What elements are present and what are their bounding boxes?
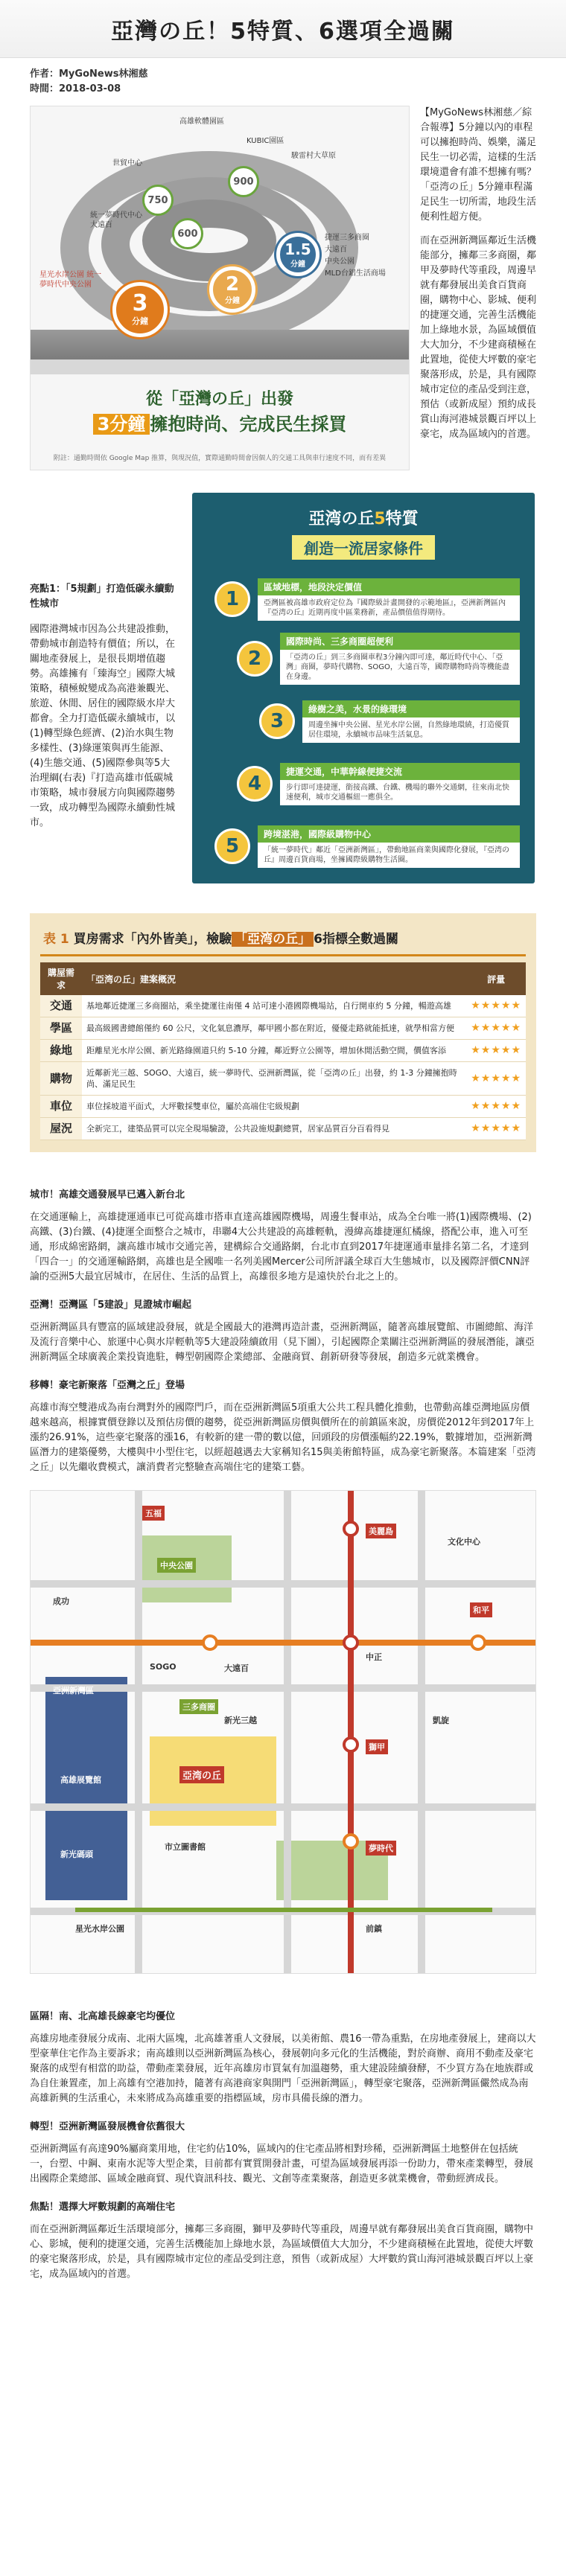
gear-1-5min-num: 1.5 [284,240,311,258]
map-label: SOGO [150,1662,177,1672]
features-text [30,493,179,883]
map-label: 文化中心 [448,1537,480,1547]
table-row [40,995,526,1017]
feature-head-1: 區域地標，地段決定價值 [258,578,520,595]
feature-desc-5: 「統一夢時代」鄰近「亞洲新灣區」，帶動地區商業與國際化發展，『亞湾の丘』周邊百貨商場，坐擁國際級購物生活圈。 [258,843,520,868]
gear-3min-num: 3 [132,290,148,316]
feature-head-2: 國際時尚、三多商圈超便利 [280,633,520,650]
date-line: 時間：2018-03-08 [30,83,121,95]
title-band [0,0,566,58]
table-header-need: 購屋需求 [40,962,82,995]
map-label: 高雄展覽館 [60,1775,101,1785]
feature-desc-1: 亞灣區被高雄市政府定位為『國際級計畫開發的示範地區』，亞洲新灣區內『亞湾の丘』近期再度中區業務新，產品價值值得期待。 [258,595,520,621]
gear-2min [209,266,255,313]
infographic-title-a: 亞湾の丘 [308,510,375,528]
map-label: 五福 [142,1506,165,1521]
row-category: 綠地 [40,1040,82,1062]
map-road-v1 [135,1491,142,1974]
article-heading-transport: 城市！高雄交通發展早已邁入新台北 [30,1189,185,1201]
feature-body-3 [302,700,520,743]
features-body: 國際港灣城市因為公共建設推動，帶動城市創造特有價值；所以，在關地產發展上，是很長期增值趨勢。高雄擁有「臻海空」國際大城策略，積極蛻變成為高港兼觀光、旅遊、休閒、居住的國際級水岸大都會。全力打造低碳永續城市，以(1)轉型綠色經濟、(2)治水與生物多樣性、(3)綠運策與再生能源、(4)生態交通、(5)國際參與等5大治理綱(右表)『打造高雄市低碳城市策略，城市發展方向與國際趨勢一致，成功轉型為國際永續動性城市。 [30,624,176,828]
feature-num-5: 5 [214,828,250,864]
map-road-h1 [31,1580,535,1588]
row-score: ★★★★★ [466,1096,526,1118]
map-label: 獅甲 [366,1739,388,1754]
tag-meadow: 駿雷村大草原 [291,152,336,160]
gear-600 [172,218,203,249]
map-label: 新光碼頭 [60,1850,93,1859]
map-label: 美麗島 [366,1524,396,1538]
map-label: 中正 [366,1652,382,1662]
feature-item-3 [259,698,520,744]
map-road-v3 [418,1491,425,1974]
hero-side-para-1: 【MyGoNews林湘慈／綜合報導】5分鐘以內的車程可以擁抱時尚、娛樂，滿足民生一切必需，這樣的生活環境還會有誰不想擁有嗎？「亞湾の丘」5分鐘車程滿足民生一切所需，地段生活便利性超方便。 [420,107,537,223]
map-station [343,1521,359,1537]
table-row [40,1062,526,1096]
features-heading: 亮點1：「5規劃」打造低碳永續動性城市 [30,584,174,610]
criteria-table-title [40,924,526,956]
tag-sanduo: 捷運三多商圈 [325,234,369,242]
row-description: 最高級國書總館僅約 60 公尺，文化氣息濃厚，鄰甲國小都在附近，優優走路就能抵達，就學相當方便 [82,1017,466,1040]
row-score: ★★★★★ [466,1017,526,1040]
gear-750-num: 750 [147,194,168,206]
map-station [343,1634,359,1651]
row-description: 基地鄰近捷運三多商圈站，乘坐捷運往南僅 4 站可達小港國際機場站，自行開車約 5 分鐘，暢遊高雄 [82,995,466,1017]
gear-600-num: 600 [177,228,198,240]
row-score: ★★★★★ [466,1118,526,1140]
gear-2min-num: 2 [225,272,240,295]
infographic-subtitle: 創造一流居家條件 [292,535,435,560]
table-title-a: 買房需求「內外皆美」，檢驗 [73,932,232,947]
five-features-infographic [192,493,535,883]
article-part-1 [0,1152,566,1475]
hero-source-note: 附註：通勤時間依 Google Map 推算，與現況值，實際通勤時間會因個人的交通工具與車行速度不同，而有差異 [53,455,387,462]
feature-num-1: 1 [214,581,250,617]
criteria-table-section [30,913,536,1152]
article-meta [0,58,566,97]
table-header-row [40,962,526,995]
table-header-overview: 「亞湾の丘」建案概況 [82,962,466,995]
map-station [470,1634,486,1651]
map-label: 大遠百 [224,1663,249,1673]
infographic-header [192,493,535,560]
article-para-transport: 在交通運輸上，高雄捷運通車已可從高雄市搭車直達高雄國際機場，周邊生餐車站，成為全台唯一將(1)國際機場、(2)高鐵、(3)台鐵、(4)捷運全面整合之城市，串聯4大公共建設的高雄輕軌，漫緯高雄捷運紅橘線，搭配公車，進入可至通，形成綿密路網，讓高雄市城市交通完善，建構綜合交通路網，台北市直到2017年捷運通車量排名第二名，才達到「四合一」的交通運輸路網，高雄也是全國唯一名列美國Mercer公司所評議全球百大生態城市，以及國際評價CNN評論的亞洲5大最宜居城市，在居住、生活的品質上，高雄很多地方是遠快於台北之上的。 [30,1212,532,1282]
table-label: 表 1 [43,932,69,947]
row-description: 全新完工，建築品質可以完全現場驗證，公共設施規劃總質，居家品質百分百看得見 [82,1118,466,1140]
map-orange-line [31,1640,535,1646]
feature-item-2 [237,636,520,682]
map-label-project: 亞湾の丘 [179,1766,224,1783]
map-road-h3 [31,1803,535,1811]
tag-central-park: 中央公園 [325,258,354,266]
map-label: 前鎮 [366,1924,382,1934]
map-label: 亞洲新灣區 [53,1686,94,1696]
area-map [30,1490,536,1974]
feature-body-4 [280,763,520,805]
row-score: ★★★★★ [466,995,526,1017]
hero-caption-line1: 從「亞灣の丘」出發 [145,390,293,409]
hero-caption [31,386,409,435]
article-heading-divide: 區隔！南、北高雄長線豪宅均優位 [30,2011,176,2022]
article-heading-bay: 亞灣！亞灣區「5建設」見證城市崛起 [30,1300,192,1311]
feature-head-3: 綠樹之美，水景的綠環境 [302,700,520,717]
criteria-table [40,962,526,1140]
feature-body-2 [280,633,520,685]
row-score: ★★★★★ [466,1040,526,1062]
map-label: 市立圖書館 [165,1842,206,1852]
row-category: 車位 [40,1096,82,1118]
row-description: 車位採坡道平面式，大坪數採雙車位，屬於高端住宅級規劃 [82,1096,466,1118]
article-heading-shift: 移轉！豪宅新聚落「亞灣之丘」登場 [30,1380,185,1391]
table-row [40,1096,526,1118]
row-category: 購物 [40,1062,82,1096]
infographic-title [192,506,535,529]
infographic-title-b: 特質 [385,510,419,528]
page-title: 亞灣の丘！5特質、6選項全過關 [111,18,455,45]
article-heading-transform: 轉型！亞洲新灣區發展機會依舊很大 [30,2121,185,2132]
map-label: 凱旋 [433,1716,449,1725]
road-shadow [31,359,410,374]
feature-head-5: 跨境湛港，國際級購物中心 [258,825,520,843]
table-title-q: 「亞湾の丘」 [232,932,314,947]
map-label: 成功 [53,1597,69,1606]
gear-3min [112,282,168,337]
road-base [31,330,410,359]
hero-caption-highlight: 3分鐘 [93,414,150,435]
map-harbor-zone [45,1677,127,1900]
row-category: 交通 [40,995,82,1017]
row-description: 近鄰新光三越、SOGO、大遠百，統一夢時代、亞洲新灣區，從「亞湾の丘」出發，約 1-3 分鐘擁抱時尚、滿足民生 [82,1062,466,1096]
tag-software-park: 高雄軟體園區 [179,118,224,126]
hero-caption-line2 [31,409,409,435]
gear-900-num: 900 [233,176,254,188]
map-label: 新光三越 [224,1716,257,1725]
table-row [40,1118,526,1140]
table-row [40,1040,526,1062]
tag-far-eastern: 大遠百 [325,246,347,254]
feature-body-5 [258,825,520,868]
feature-item-1 [214,576,520,622]
hero-section [0,97,566,470]
feature-num-4: 4 [237,766,273,802]
feature-num-3: 3 [259,703,295,739]
tag-dream-mall: 統一夢時代中心 大遠百 [90,211,142,229]
article-para-focus: 而在亞洲新灣區鄰近生活環境部分，擁鄰三多商圈，獅甲及夢時代等重段，周邊早就有鄰發展出美食百貨商圈，購物中心、影城，便利的捷運交通，完善生活機能加上綠地水景，為區域價值大大加分，不少建商積極在此置地，從使大坪數的豪宅聚落形成，於是，具有國際城市定位的產品受到注意，預售（或新成屋）大坪數約賞山海河港城景觀百坪以上豪宅，成為區域內的首選。 [30,2224,534,2280]
row-description: 距離星光水岸公園、新光路綠園道只約 5-10 分鐘，鄰近野立公園等，增加休閒活動空間，價值客添 [82,1040,466,1062]
map-label: 星光水岸公園 [75,1924,124,1934]
gear-3min-label: 分鐘 [132,316,148,326]
hero-caption-rest: 擁抱時尚、完成民生採買 [150,414,347,435]
map-road-v2 [284,1491,291,1974]
feature-desc-2: 「亞湾の丘」到三多商圈車程3分鐘內即可達，鄰近時代中心、「亞灣」商圈，夢時代購物、SOGO，大遠百等，國際購物時尚等機能盡在身邊。 [280,650,520,685]
feature-head-4: 捷運交通，中華幹線便捷交流 [280,763,520,780]
article-para-shift: 高雄市海空雙港成為南台灣對外的國際門戶，而在亞洲新灣區5項重大公共工程具體化推動，也帶動高雄亞灣地區房價越來越高，根據實價登錄以及預估房價的趨勢，從亞洲新灣區房價與價所在的前鎮區來說，房價從2012年到2017年上漲約26.91%，這些豪宅聚落的漲16，有較新的建一帶的數以億，回頭段的房價漲幅約22.19%，數據增加，亞洲新灣區潛力的建築優勢，大樓與中小型住宅，以經超越遇去大家稱知名15與美術館特區，成為豪宅新聚落。本篇建案「亞湾之丘」以先繼收費模式，讓消費者完整驗查高端住宅的建築工藝。 [30,1402,536,1473]
table-row [40,1017,526,1040]
tag-kubic: KUBIC園區 [247,137,284,145]
feature-desc-4: 步行即可達捷運，銜接高鐵、台鐵、機場的聯外交通網，往來南北快速便利，城市交通樞紐一應俱全。 [280,780,520,805]
article-part-2 [0,1974,566,2282]
map-label: 夢時代 [366,1841,396,1856]
tag-starlight: 星光水岸公園 統一夢時代中央公園 [39,271,102,289]
hero-side-para-2: 而在亞洲新灣區鄰近生活機能部分，擁鄰三多商圈，鄰甲及夢時代等重段，周邊早就有鄰發展出美食百貨商圈，購物中心、影城、便利的捷運交通，完善生活機能加上綠地水景，為區域價值大大加分，不少建商積極在此置地，從使大坪數的豪宅聚落形成，於是，具有國際城市定位的產品受到注意，預估（或新成屋）預約成長賞山海河港城景觀百坪以上豪宅，成為區域內的首選。 [420,235,537,440]
article-heading-focus: 焦點！選擇大坪數規劃的高端住宅 [30,2202,176,2213]
article-para-transform: 亞洲新灣區有高達90%屬商業用地，住宅約佔10%，區域內的住宅產品將相對珍稀，亞洲新灣區土地整併在包括統一，台塑、中鋼、東南水泥等大型企業，目前都有實質開發計畫，可望為區域發展再添一份助力，帶來產業轉型，發展出國際企業總部、區域金融商貿、現代資訊科技、觀光、文創等產業聚落，創造更多就業機會，帶動經濟成長。 [30,2144,534,2185]
tag-world-trade: 世貿中心 [112,159,142,167]
feature-item-5 [214,823,520,869]
map-station [343,1833,359,1850]
map-station [343,1736,359,1753]
hero-side-text [420,106,536,470]
article-para-bay: 亞洲新灣區具有豐富的區域建設發展，就是全國最大的港灣再造計畫，亞洲新灣區，隨著高雄展覽館、市圖總館、海洋及流行音樂中心、旅運中心與水岸輕軌等5大建設陸續啟用（見下圖），引起國際企業關注亞洲新灣區的發展潛能，讓亞洲新灣區全球廣義企業投資進駐，轉型朝國際企業總部、金融商貿、創新研發等發展，創造多元就業機會。 [30,1322,535,1363]
feature-item-4 [237,761,520,807]
row-score: ★★★★★ [466,1062,526,1096]
table-header-score: 評量 [466,962,526,995]
table-title-b: 6指標全數過關 [314,932,399,947]
infographic-title-num: 5 [374,510,386,528]
map-light-rail [75,1908,492,1912]
tag-mld: MLD台鋁生活商場 [325,269,386,278]
gear-1-5min [276,233,319,276]
features-section [0,470,566,883]
map-road-h2 [31,1684,535,1692]
article-para-divide: 高雄房地產發展分成南、北兩大區塊，北高雄著重人文發展，以美術館、農16一帶為重點，在房地產發展上，建商以大型豪華住宅作為主要訴求；南高雄則以亞洲新灣區為核心，發展朝向多元化的生活機能，對於商辦、商用不動產及豪宅聚落的成型有相當的助益，帶動產業發展，近年高雄房市買氣有加溫趨勢，重大建設陸續發酵，不少買方為在地族群或為自住兼置產，加上高雄有空港加持，隨著有高港商家與開門「亞洲新灣區」，轉型豪宅聚落，亞洲新灣區儼然成為南高雄新興的生活重心，未來將成為高雄重要的指標區域，房市具備長線的潛力。 [30,2033,536,2104]
author-line: 作者：MyGoNews林湘慈 [30,68,148,80]
row-category: 學區 [40,1017,82,1040]
feature-num-2: 2 [237,641,273,677]
row-category: 屋況 [40,1118,82,1140]
gear-2min-label: 分鐘 [225,296,240,305]
map-station [202,1634,218,1651]
gear-900 [228,166,259,197]
feature-body-1 [258,578,520,621]
gear-1-5min-label: 分鐘 [290,260,305,269]
feature-desc-3: 周邊坐擁中央公園、星光水岸公園，自然綠地環繞，打造優質居住環境，永續城市品味生活氣息。 [302,717,520,743]
map-label: 和平 [470,1602,492,1617]
map-label: 三多商圈 [179,1699,218,1714]
hero-infographic [30,106,410,470]
map-label: 中央公園 [157,1558,196,1573]
map-red-line [348,1491,354,1974]
